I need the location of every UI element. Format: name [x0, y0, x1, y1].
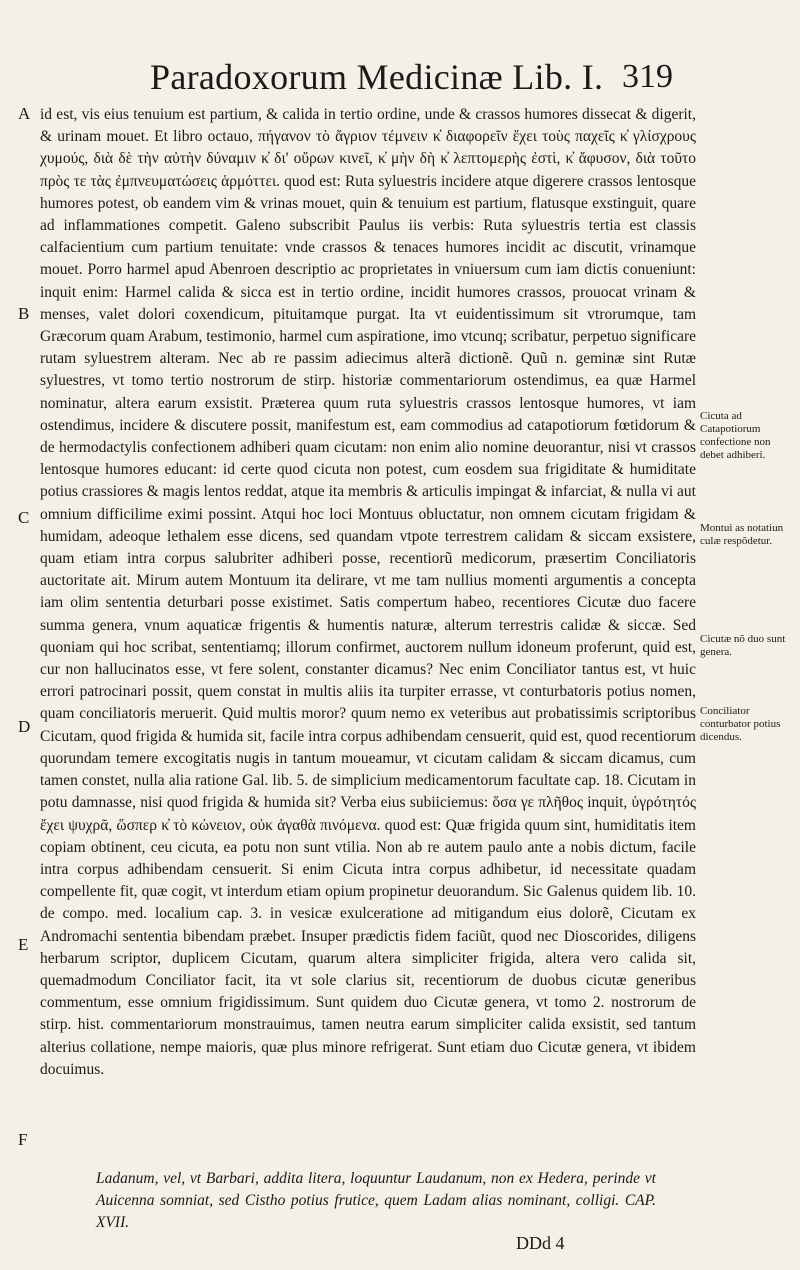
- section-marker-d: D: [18, 717, 31, 736]
- section-marker-a: A: [18, 104, 31, 123]
- running-title: Paradoxorum Medicinæ Lib. I.: [150, 57, 604, 97]
- body-text: [40, 104, 696, 1081]
- chapter-heading: Ladanum, vel, vt Barbari, addita litera, loquuntur Laudanum, non ex Hedera, perinde vt Auicenna somniat, sed Cistho potius frutice, quem Ladam alias nominant, colligi. CAP. XVII.: [96, 1170, 656, 1231]
- page-header: [0, 56, 800, 106]
- body-paragraph: id est, vis eius tenuium est partium, & calida in tertio ordine, unde & crassos humores dissecat & digerit, & urinam mouet. Et libro octauo, πήγανον τὸ ἄγριον τέμνειν κ̓ διαφορεῖν ἔχει τοὺς παχεῖς κ̓ γλίσχρους χυμούς, διὰ δὲ τὴν αὐτὴν δύναμιν κ̓ δι' οὔρων κινεῖ, κ̓ μὴν δὴ κ̓ λεπτομερὴς ἐστὶ, κ̓ ἄφυσον, διὰ τοῦτο πρὸς τε τὰς ἐμπνευματώσεις ἁρμόττει. quod est: Ruta syluestris incidere atque digerere crassos lentosque humores potest, ob eandem vim & vrinas mouet, quin & tenuium est partium, flatusque exstinguit, quare ad inflammationes competit. Galeno subscribit Paulus iis verbis: Ruta syluestris tertia est classis calfacientium cum partium tenuitate: vnde crassos & tenaces humores incidit ac discutit, vrinamque mouet. Porro harmel apud Abenroen descriptio ac proprietates in vniuersum cum iam dictis conueniunt: inquit enim: Harmel calida & sicca est in tertio ordine, incidit humores crassos, prouocat vrinam & menses, valet dolori coxendicum, pituitamque purgat. Ita vt euidentissimum sit vtrorumque, tam Græcorum quam Arabum, testimonio, harmel cum aspiratione, imo vtcunq; scribatur, perpetuo significare rutam syluestrem alteram. Nec ab re passim adiecimus alterã dictionẽ. Quũ n. geminæ sint Rutæ syluestres, vt tomo tertio nostrorum de stirp. historiæ commentariorum ostendimus, ea quæ Harmel nominatur, altera earum exsistit. Præterea quum ruta syluestris crassos lentosque humores, vt iam ostendimus, incidere & discutere possit, manifestum est, eam commodius ad catapotiorum fœtidorum & de hermodactylis confectionem adhiberi quam cicutam: non enim alio nomine deuorantur, nisi vt crassos lentosque humores educant: id certe quod cicuta non potest, cum eosdem sua frigiditate & humiditate potius crassiores & magis lentos reddat, atque ita membris & articulis impingat & infarciat, & nulla vi aut omnium difficilime eximi possint. Atqui hoc loci Montuus obluctatur, non omnem cicutam frigidam & humidam, adeoque lethalem esse dicens, sed quandam vtpote terrestrem calidam & siccam exsistere, quam etiam intra corpus salubriter adhiberi posse, recentiorũ medicorum, præsertim Conciliatoris auctoritate ait. Mirum autem Montuum ita delirare, vt me tam nullius momenti argumentis a concepta iam olim sententia deturbari posse existimet. Satis compertum habeo, recentiores Cicutæ duo facere summa genera, vnum aquaticæ frigentis & humentis naturæ, alterum terrestris calidæ & siccæ. Sed quoniam qui hoc scribat, sententiamq; illorum confirmet, auctorem nullum idoneum proferunt, quid est, cur non hallucinatos esse, vt fere solent, constanter dicamus? Nec enim Conciliator tantus est, vt huic errori patrocinari possit, quem constat in multis aliis ita turpiter errasse, vt conturbatoris potius nomen, quam conciliatoris meruerit. Quid multis moror? quum nemo ex veteribus aut probatissimis scriptoribus Cicutam, quod frigida & humida sit, facile intra corpus adhibendam censuerit, quid est, quod recentiorum quorundam temere excogitatis nugis in tantum moueamur, vt cicutam calidam & siccam dicamus, cum tamen constet, nulla alia ratione Gal. lib. 5. de simplicium medicamentorum facultate cap. 18. Cicutam in potu damnasse, nisi quod frigida & humida sit? Verba eius subiiciemus: ὅσα γε πλῆθος inquit, ὑγρότητός ἔχει ψυχρᾶ, ὥσπερ κ̓ τὸ κώνειον, οὐκ ἀγαθὰ πινόμενα. quod est: Quæ frigida quum sint, humiditatis item copiam obtinent, ceu cicuta, ea potu non sunt vtilia. Non ab re autem paulo ante a nobis dictum, facile intra corpus adhibendam censuerit. Si enim Cicuta intra corpus adhibetur, id necessitate quadam compellente fit, quæ cogit, vt interdum etiam opium propinetur deuorandum. Sic Galenus quidem lib. 10. de compo. med. localium cap. 3. in vesicæ exulceratione ad mitigandum eius dolorẽ, Cicutam ex Andromachi sententia bibendam præbet. Insuper prædictis fidem faciũt, quod nec Dioscorides, diligens herbarum scriptor, duplicem Cicutam, quarum altera simpliciter frigida, altera vero calida sit, quemadmodum Conciliator facit, ita vt sole clarius sit, recentiorum de duobus cicutæ generibus commentum, esse omnium frigidissimum. Sunt quidem duo Cicutæ genera, vt tomo 2. nostrorum de stirp. hist. commentariorum monstrauimus, tamen neutra earum simpliciter calida exsistit, sed tantum alterius collatione, nempe maioris, quæ plus minore refrigerat. Sunt etiam duo Cicutæ genera, vt ibidem docuimus.: [40, 106, 696, 1078]
- page-number: 319: [622, 58, 673, 95]
- section-marker-e: E: [18, 935, 29, 954]
- side-note-montuus: Montui as notatiun culæ respõdetur.: [700, 522, 784, 547]
- side-note-cicuta-genera: Cicutæ nõ duo sunt genera.: [700, 633, 786, 658]
- signature-mark: DDd 4: [516, 1233, 565, 1253]
- side-note-conciliator: Conciliator conturbator potius dicendus.: [700, 705, 781, 743]
- section-marker-c: C: [18, 508, 30, 527]
- side-note-catapotia: Cicuta ad Catapotiorum confectione non debet adhiberi.: [700, 410, 771, 461]
- section-marker-f: F: [18, 1130, 28, 1149]
- section-marker-b: B: [18, 304, 30, 323]
